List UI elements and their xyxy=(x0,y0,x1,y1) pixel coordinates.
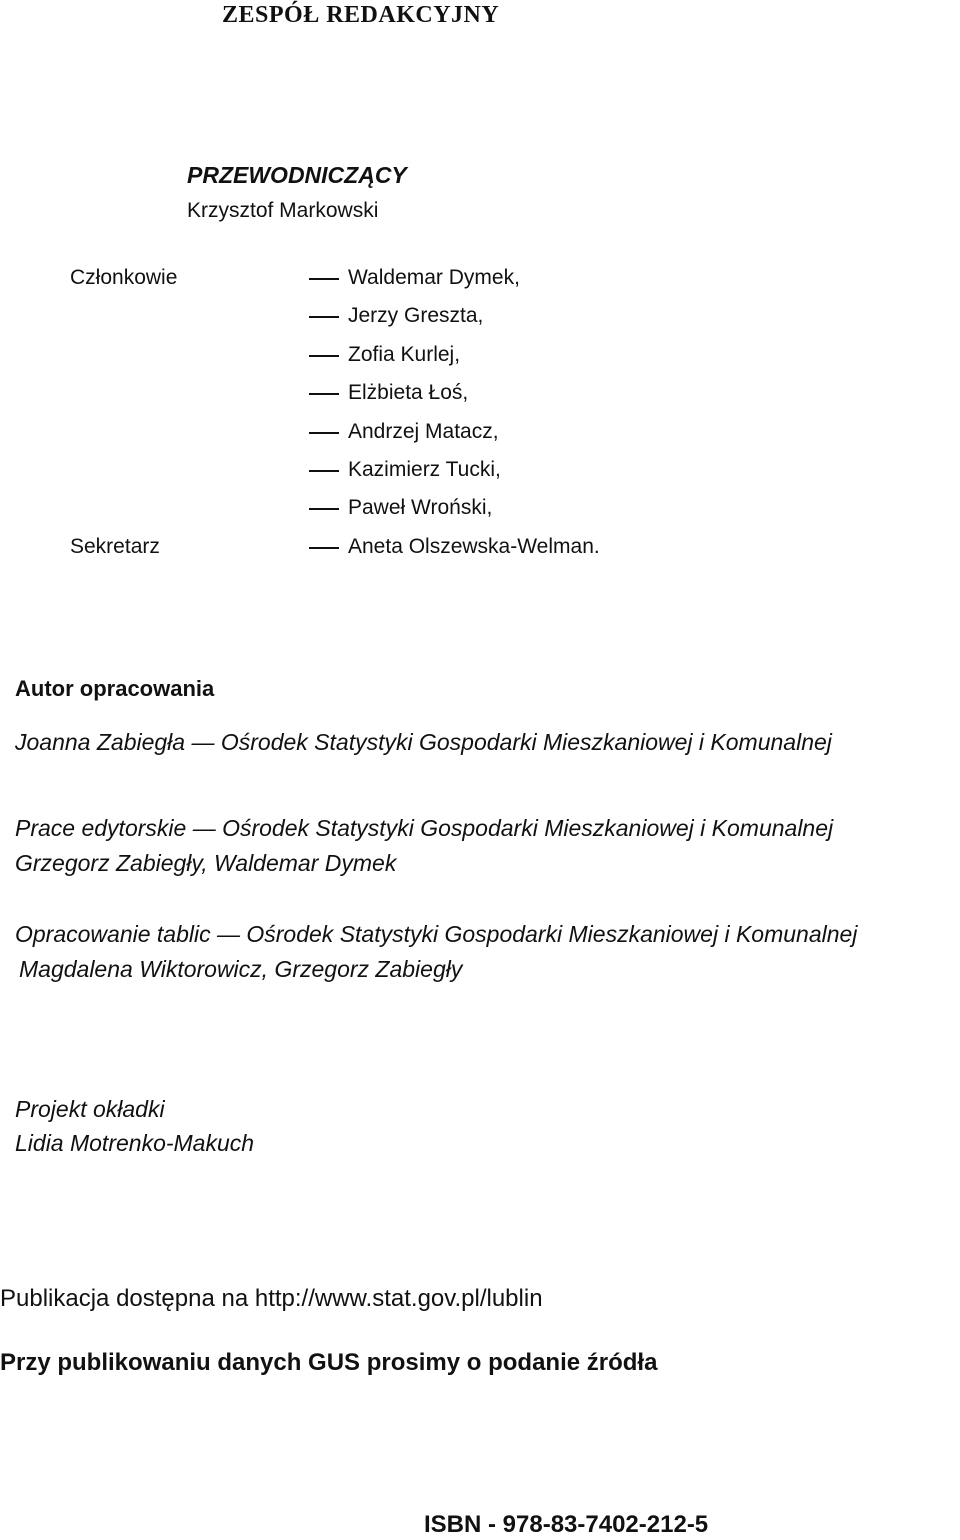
author-credit: Joanna Zabiegła — Ośrodek Statystyki Gospodarki Mieszkaniowej i Komunalnej xyxy=(15,729,832,755)
editorial-credit: Prace edytorskie — Ośrodek Statystyki Gospodarki Mieszkaniowej i Komunalnej xyxy=(15,815,834,841)
member-name: Paweł Wroński, xyxy=(348,496,493,519)
cover-credit: Projekt okładki xyxy=(15,1096,165,1122)
author-heading: Autor opracowania xyxy=(15,676,215,701)
member-name: Waldemar Dymek, xyxy=(348,266,520,289)
page-title: ZESPÓŁ REDAKCYJNY xyxy=(222,2,500,28)
members-label: Członkowie xyxy=(70,266,178,289)
list-dash xyxy=(309,470,339,472)
tables-names: Magdalena Wiktorowicz, Grzegorz Zabiegły xyxy=(19,956,463,982)
list-dash xyxy=(309,393,339,395)
list-dash xyxy=(309,316,339,318)
citation-request: Przy publikowaniu danych GUS prosimy o podanie źródła xyxy=(0,1349,658,1376)
list-dash xyxy=(309,432,339,434)
member-name: Elżbieta Łoś, xyxy=(348,381,469,404)
secretary-label: Sekretarz xyxy=(70,535,160,558)
list-dash xyxy=(309,547,339,549)
member-name: Kazimierz Tucki, xyxy=(348,458,501,481)
member-name: Jerzy Greszta, xyxy=(348,304,484,327)
member-name: Zofia Kurlej, xyxy=(348,343,461,366)
availability-note: Publikacja dostępna na http://www.stat.gov.pl/lublin xyxy=(0,1285,543,1312)
list-dash xyxy=(309,508,339,510)
editorial-names: Grzegorz Zabiegły, Waldemar Dymek xyxy=(15,850,397,876)
chair-heading: PRZEWODNICZĄCY xyxy=(187,162,407,188)
list-dash xyxy=(309,355,339,357)
isbn: ISBN - 978-83-7402-212-5 xyxy=(424,1511,709,1538)
tables-credit: Opracowanie tablic — Ośrodek Statystyki Gospodarki Mieszkaniowej i Komunalnej xyxy=(15,921,858,947)
cover-designer: Lidia Motrenko-Makuch xyxy=(15,1130,255,1156)
list-dash xyxy=(309,278,339,280)
chair-name: Krzysztof Markowski xyxy=(187,199,379,222)
member-name: Andrzej Matacz, xyxy=(348,420,499,443)
secretary-name: Aneta Olszewska-Welman. xyxy=(348,535,600,558)
